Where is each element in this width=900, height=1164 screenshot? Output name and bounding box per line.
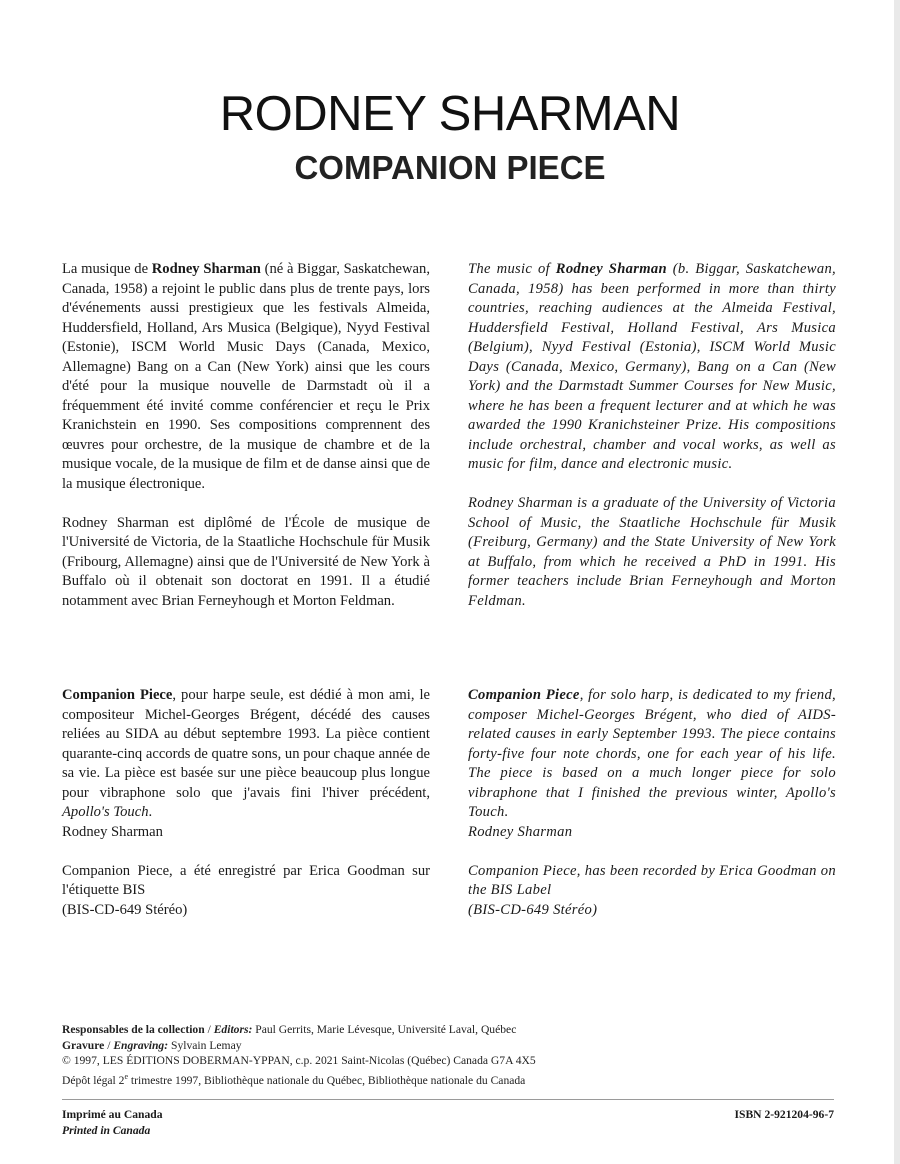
editors-line [62,1022,834,1038]
english-bio-composer-name: Rodney Sharman [555,261,667,277]
english-bio-paragraph-2: Rodney Sharman is a graduate of the University of Victoria School of Music, the Staatliche Hochschule für Musik (Freiburg, Germany) and the State University of New York at Buffalo, from which he received a PhD in 1991. His former teachers include Brian Ferneyhough and Morton Feldman. [468,495,836,609]
engraving-line [62,1038,834,1054]
printed-fr: Imprimé au Canada [62,1108,163,1121]
english-program-note [468,686,836,920]
french-bio-paragraph-1 [62,260,430,494]
isbn: ISBN 2-921204-96-7 [734,1108,834,1121]
editors-label-fr: Responsables de la collection [62,1023,205,1036]
title-block [0,88,900,187]
legal-sup: e [124,1071,129,1081]
english-note-title: Companion Piece [468,687,580,703]
legal-deposit-line [62,1069,834,1088]
french-note-paragraph [62,686,430,823]
editors-value: Paul Gerrits, Marie Lévesque, Université Laval, Québec [252,1023,517,1036]
french-bio-body: (né à Biggar, Saskatchewan, Canada, 1958) a rejoint le public dans plus de trente pays, lors d'événements aussi prestigieux que les festivals Almeida, Huddersfield, Holland, Ars Musica (Belgique), Nyyd Festival (Estonie), ISCM World Music Days (Canada, Mexico, Allemagne) Bang on a Can (New York) ainsi que les cours d'été pour la musique nouvelle de Darmstadt où il a fréquemment été invité comme conférencier et reçu le Prix Kranichstein en 1990. Ses compositions comprennent des œuvres pour orchestre, de la musique de chambre et de la musique vocale, de la musique de film et de danse ainsi que de la musique électronique. [62,261,430,492]
composer-name: RODNEY SHARMAN [219,87,681,141]
french-recording-line-2: (BIS-CD-649 Stéréo) [62,901,188,918]
french-note-text: , pour harpe seule, est dédié à mon ami, le compositeur Michel-Georges Brégent, décédé des causes reliées au SIDA au début septembre 1993. La pièce contient quarante-cinq accords de quatre sons, un pour chaque année de sa vie. La pièce est basée sur une pièce beaucoup plus longue pour vibraphone solo que j'avais fini l'hiver précédent, [62,687,430,801]
english-note-paragraph [468,686,836,823]
french-note-signature: Rodney Sharman [62,823,163,840]
legal-post: trimestre 1997, Bibliothèque nationale du Québec, Bibliothèque nationale du Canada [128,1073,526,1087]
printed-en: Printed in Canada [62,1123,151,1137]
legal-pre: Dépôt légal 2 [62,1073,125,1087]
english-note-text: , for solo harp, is dedicated to my friend, composer Michel-Georges Brégent, who died of AIDS-related causes in early September 1993. The piece contains forty-five four note chords, one for each year of his life. The piece is based on a much longer piece for solo vibraphone that I finished the previous winter, Apollo's Touch. [468,687,836,820]
credits [62,1022,834,1088]
english-bio-intro: The music of [468,261,556,277]
english-recording-line-1: Companion Piece, has been recorded by Erica Goodman on the BIS Label [468,862,836,898]
engraving-label-en: Engraving: [113,1038,169,1052]
editors-label-en: Editors: [213,1023,253,1036]
editors-separator: / [204,1023,214,1036]
engraving-value: Sylvain Lemay [168,1038,242,1052]
engraving-separator: / [104,1038,114,1052]
engraving-label-fr: Gravure [62,1038,105,1052]
printed-info [62,1107,163,1138]
copyright-line: © 1997, LES ÉDITIONS DOBERMAN-YPPAN, c.p. 2021 Saint-Nicolas (Québec) Canada G7A 4X5 [62,1054,536,1067]
french-bio-paragraph-2: Rodney Sharman est diplômé de l'École de musique de l'Université de Victoria, de la Staatliche Hochschule für Musik (Fribourg, Allemagne) ainsi que de l'Université de New York à Buffalo où il obtenait son doctorat en 1991. Il a étudié notamment avec Brian Ferneyhough et Morton Feldman. [62,514,430,609]
english-bio-paragraph-1 [468,260,836,475]
french-program-note [62,686,430,920]
english-note-signature: Rodney Sharman [468,823,573,840]
english-bio-body: (b. Biggar, Saskatchewan, Canada, 1958) has been performed in more than thirty countries, reaching audiences at the Almeida Festival, Huddersfield Festival, Holland Festival, Ars Musica (Belgium), Nyyd Festival (Estonia), ISCM World Music Days (Canada, Mexico, Germany), Bang on a Can (New York) and the Darmstadt Summer Courses for New Music, where he has been a frequent lecturer and at which he was awarded the 1990 Kranichsteiner Prize. His compositions include orchestral, chamber and vocal works, as well as music for film, dance and electronic music. [468,261,836,472]
french-note-title: Companion Piece [62,687,173,703]
english-recording-line-2: (BIS-CD-649 Stéréo) [468,901,598,918]
footer-divider [62,1099,834,1100]
french-note-end: . [148,804,153,820]
piece-title: COMPANION PIECE [294,148,606,186]
french-bio-composer-name: Rodney Sharman [151,261,261,277]
english-biography [468,260,836,611]
french-recording-line-1: Companion Piece, a été enregistré par Erica Goodman sur l'étiquette BIS [62,862,430,898]
french-note-reference: Apollo's Touch [62,804,149,820]
french-biography [62,260,430,611]
french-bio-intro: La musique de [62,261,152,277]
